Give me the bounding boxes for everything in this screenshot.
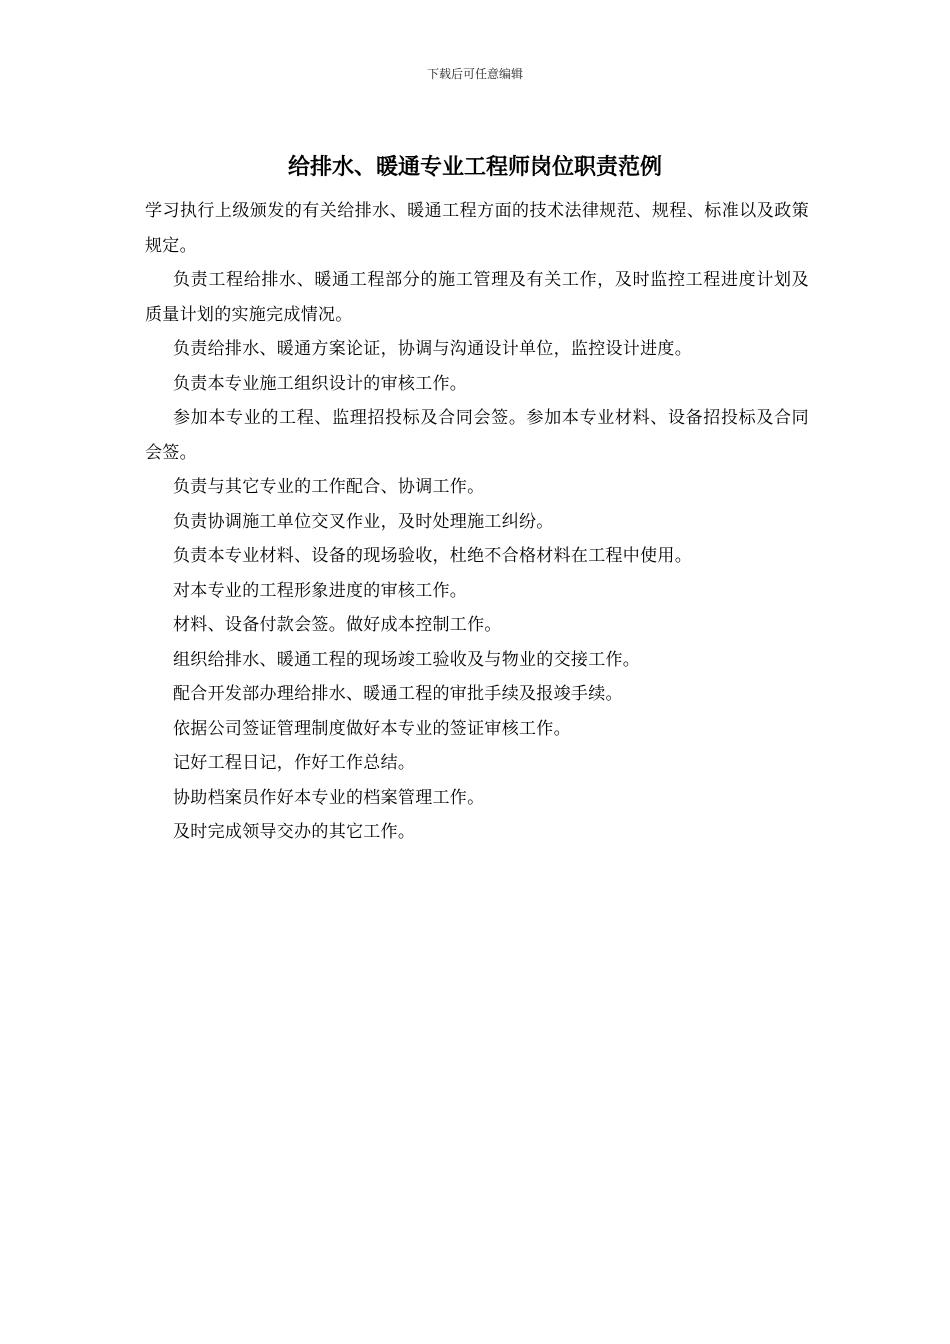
paragraph-6: 负责与其它专业的工作配合、协调工作。 [173,477,485,497]
paragraph-14: 记好工程日记，作好工作总结。 [173,753,416,773]
paragraph-10: 材料、设备付款会签。做好成本控制工作。 [173,615,502,635]
paragraph-7: 负责协调施工单位交叉作业，及时处理施工纠纷。 [173,511,554,532]
paragraph-3: 负责给排水、暖通方案论证，协调与沟通设计单位，监控设计进度。 [173,339,692,359]
header-note: 下载后可任意编辑 [426,67,523,81]
paragraph-1: 学习执行上级颁发的有关给排水、暖通工程方面的技术法律规范、规程、标准以及政策规定。 [145,201,809,256]
paragraph-4: 负责本专业施工组织设计的审核工作。 [173,373,468,394]
paragraph-2: 负责工程给排水、暖通工程部分的施工管理及有关工作，及时监控工程进度计划及质量计划的实施完成情况。 [145,270,809,325]
paragraph-5: 参加本专业的工程、监理招投标及合同会签。参加本专业材料、设备招投标及合同会签。 [145,408,809,463]
document-body [145,194,809,850]
paragraph-9: 对本专业的工程形象进度的审核工作。 [173,580,468,601]
document-title: 给排水、暖通专业工程师岗位职责范例 [287,154,662,180]
paragraph-11: 组织给排水、暖通工程的现场竣工验收及与物业的交接工作。 [173,649,641,670]
paragraph-13: 依据公司签证管理制度做好本专业的签证审核工作。 [173,718,571,739]
paragraph-12: 配合开发部办理给排水、暖通工程的审批手续及报竣手续。 [173,684,623,704]
paragraph-8: 负责本专业材料、设备的现场验收，杜绝不合格材料在工程中使用。 [173,546,692,566]
paragraph-15: 协助档案员作好本专业的档案管理工作。 [173,787,485,808]
paragraph-16: 及时完成领导交办的其它工作。 [173,822,416,842]
